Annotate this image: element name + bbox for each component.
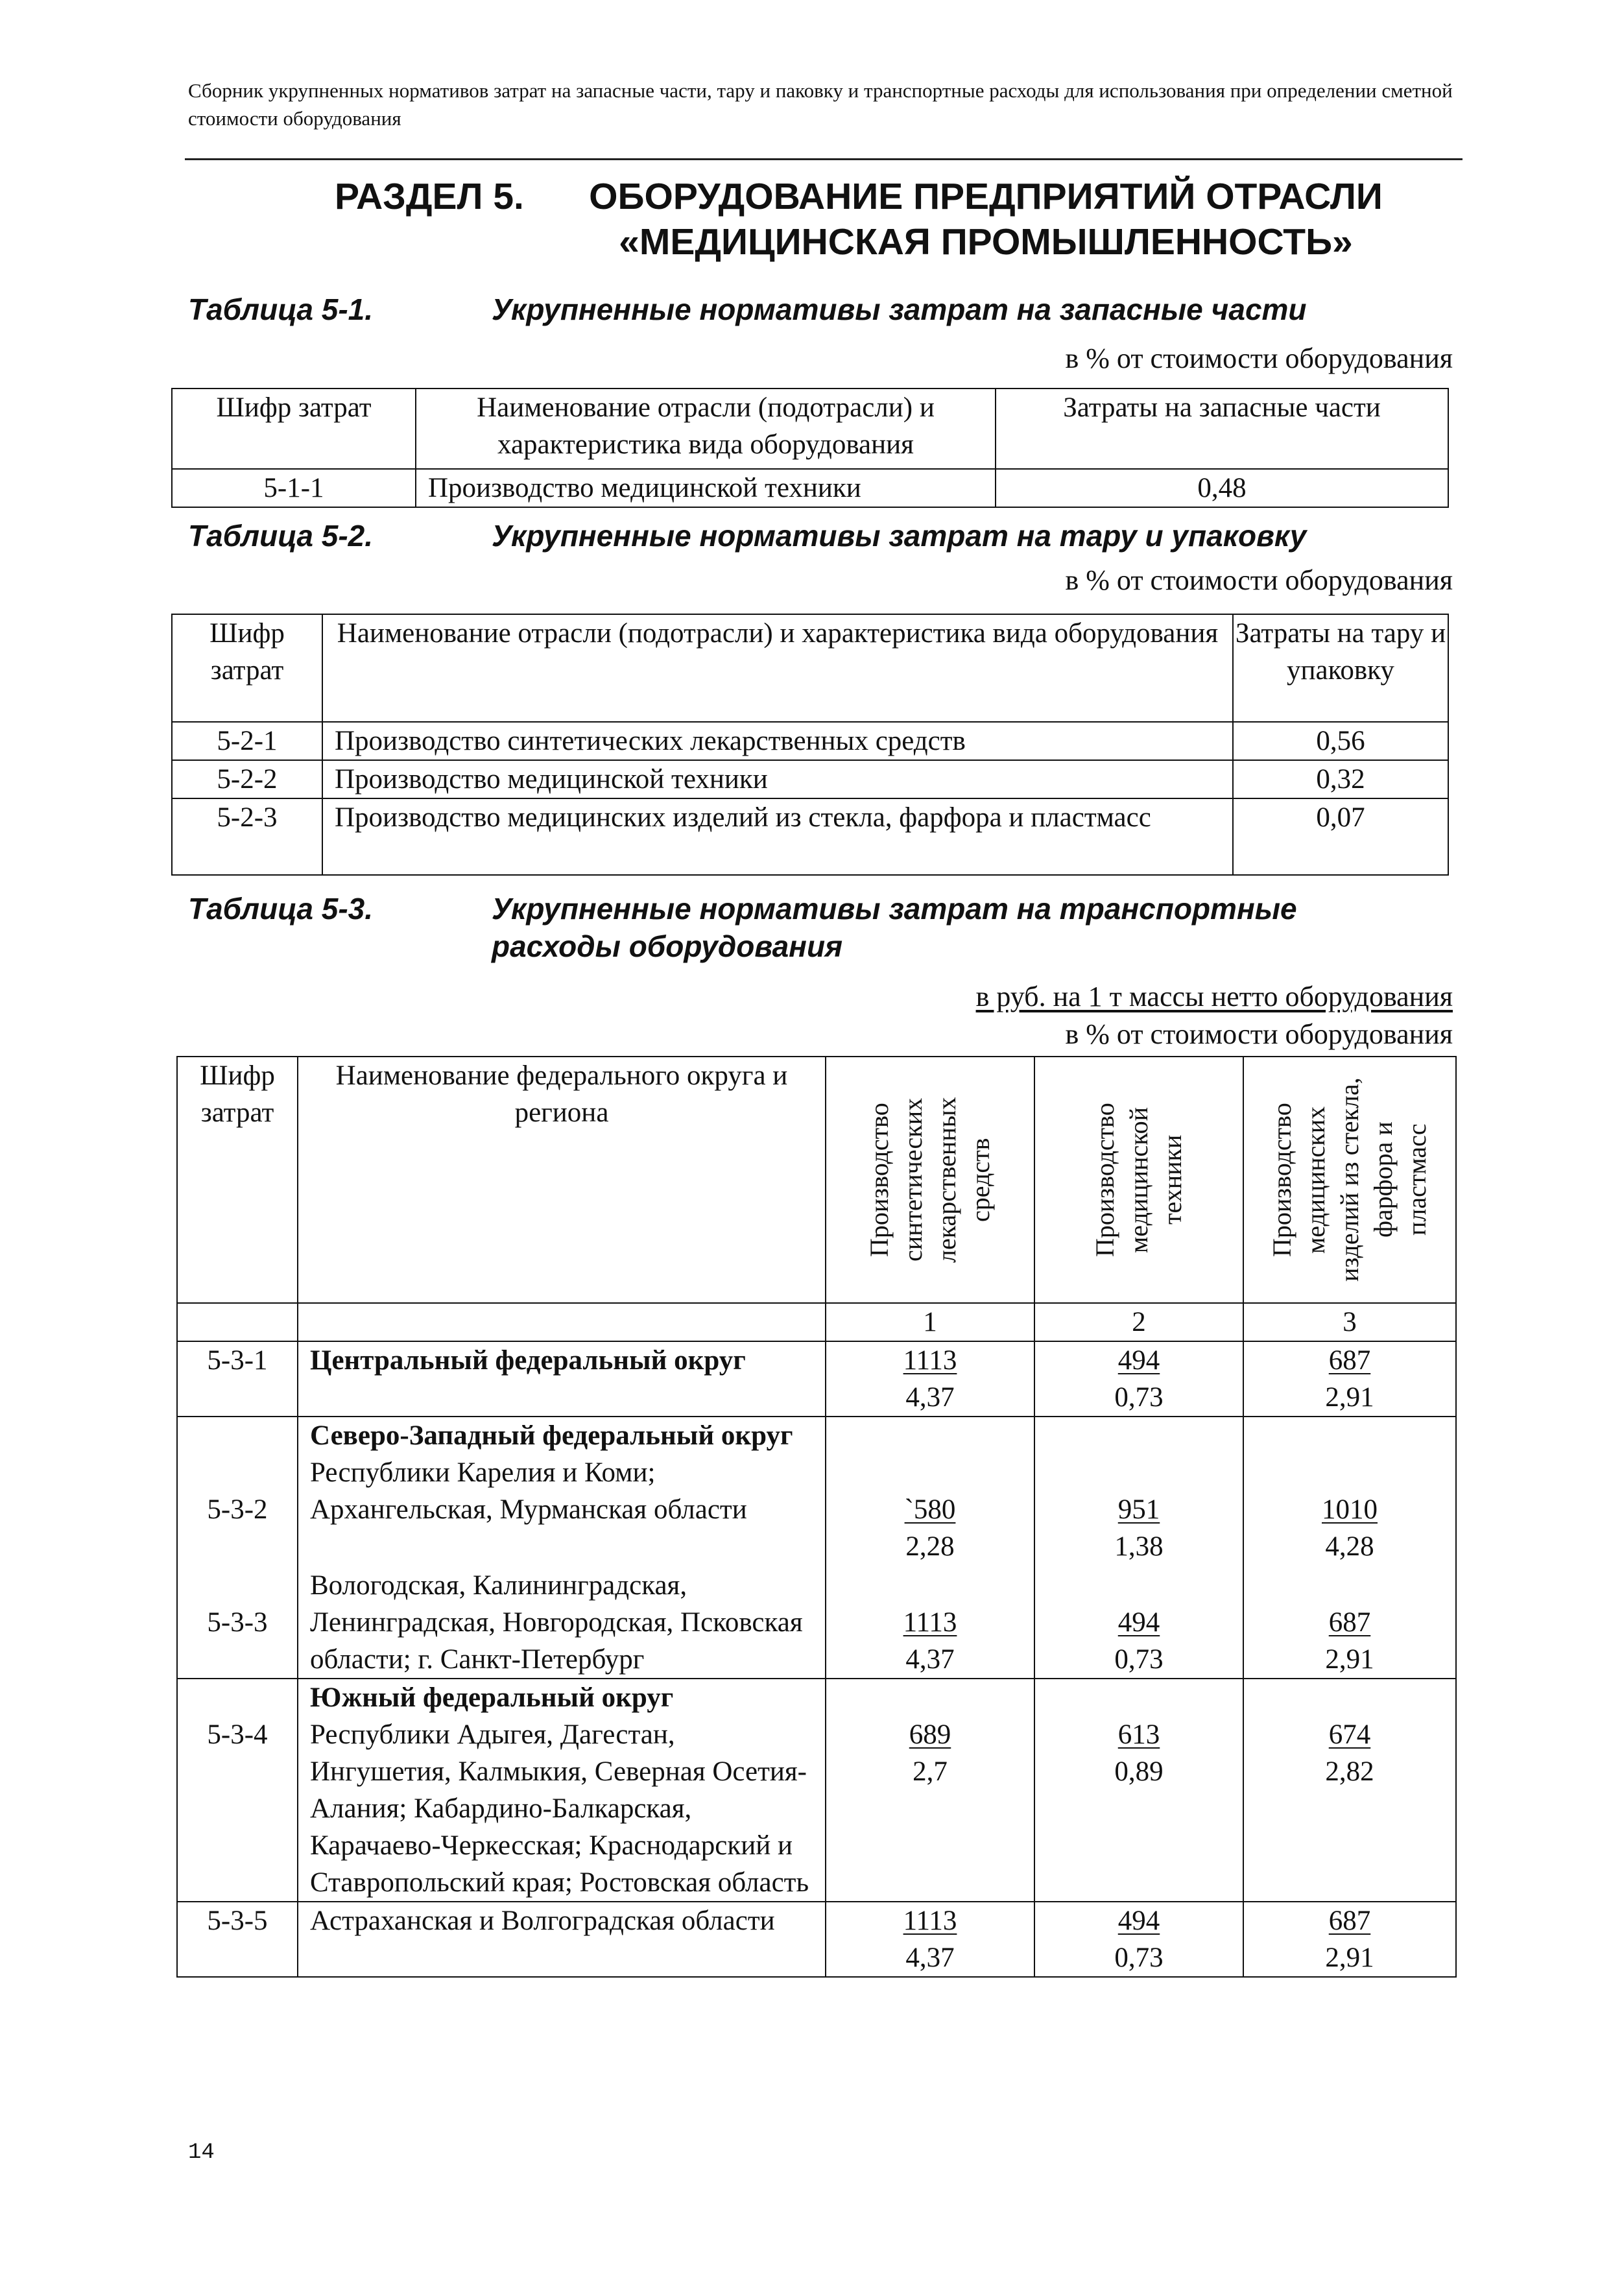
value-rub: 1113 xyxy=(903,1906,957,1936)
header-col1-text: Производство синтетических лекарственных средств xyxy=(865,1097,995,1263)
value-pct: 1,38 xyxy=(1114,1531,1164,1562)
value-rub: 674 xyxy=(1328,1719,1371,1750)
row-code: 5-2-2 xyxy=(172,760,322,798)
value-pct: 2,91 xyxy=(1325,1382,1374,1413)
table3 xyxy=(176,1056,1457,1978)
table2-header-row xyxy=(172,614,1448,722)
row-code: 5-3-5 xyxy=(177,1902,298,1977)
value-pct: 0,73 xyxy=(1114,1382,1164,1413)
row-name: Центральный федеральный округ xyxy=(298,1341,826,1417)
value-rub: 689 xyxy=(909,1719,951,1750)
table3-label: Таблица 5-3. xyxy=(188,892,374,926)
table-row xyxy=(172,722,1448,760)
colnum-2: 2 xyxy=(1034,1303,1243,1341)
table1-unit: в % от стоимости оборудования xyxy=(1065,342,1453,374)
table2-unit: в % от стоимости оборудования xyxy=(1065,564,1453,596)
row-col2 xyxy=(1034,1679,1243,1902)
row-code: 5-2-1 xyxy=(172,722,322,760)
row-name: Вологодская, Калининградская, Ленинградская, Новгородская, Псковская области; г. Санкт-Петербург xyxy=(310,1570,803,1675)
row-col1 xyxy=(826,1902,1034,1977)
value-pct: 2,28 xyxy=(905,1531,955,1562)
value-rub: 687 xyxy=(1328,1906,1371,1936)
colnum-blank xyxy=(177,1303,298,1341)
table3-header-code: Шифр затрат xyxy=(177,1057,298,1303)
group-names xyxy=(298,1679,826,1902)
row-col3 xyxy=(1243,1679,1456,1902)
row-col1 xyxy=(826,1679,1034,1902)
table3-header-col1 xyxy=(826,1057,1034,1303)
row-value: 0,07 xyxy=(1233,798,1448,875)
table-row xyxy=(172,760,1448,798)
table-row xyxy=(177,1902,1456,1977)
row-name: Республики Адыгея, Дагестан, Ингушетия, Калмыкия, Северная Осетия-Алания; Кабардино-Балкарская, Карачаево-Черкесская; Краснодарский и Ставропольский края; Ростовская область xyxy=(310,1719,809,1898)
row-code: 5-3-1 xyxy=(177,1341,298,1417)
group-col1 xyxy=(826,1417,1034,1679)
colnum-1: 1 xyxy=(826,1303,1034,1341)
table2-title: Укрупненные нормативы затрат на тару и упаковку xyxy=(492,519,1307,553)
table3-unit-line2: в % от стоимости оборудования xyxy=(1065,1018,1453,1050)
row-col1 xyxy=(826,1341,1034,1417)
value-pct: 0,73 xyxy=(1114,1644,1164,1675)
table1-header-row xyxy=(172,389,1448,469)
value-rub: 687 xyxy=(1328,1607,1371,1638)
row-value: 0,48 xyxy=(996,469,1448,507)
colnum-3: 3 xyxy=(1243,1303,1456,1341)
table2-label: Таблица 5-2. xyxy=(188,519,374,553)
value-pct: 2,91 xyxy=(1325,1943,1374,1973)
table-row xyxy=(172,469,1448,507)
value-rub: 613 xyxy=(1117,1719,1160,1750)
table-group xyxy=(177,1417,1456,1679)
table3-colnum-row xyxy=(177,1303,1456,1341)
value-rub: 494 xyxy=(1117,1906,1160,1936)
value-pct: 4,28 xyxy=(1325,1531,1374,1562)
table3-title: Укрупненные нормативы затрат на транспортные расходы оборудования xyxy=(492,892,1297,963)
value-pct: 0,73 xyxy=(1114,1943,1164,1973)
value-pct: 2,7 xyxy=(913,1756,948,1787)
row-col3 xyxy=(1243,1902,1456,1977)
table1-header-code: Шифр затрат xyxy=(172,389,416,469)
row-col2 xyxy=(1034,1902,1243,1977)
row-name: Производство синтетических лекарственных средств xyxy=(322,722,1233,760)
section-number: РАЗДЕЛ 5. xyxy=(335,176,524,217)
row-code: 5-2-3 xyxy=(172,798,322,875)
value-rub: 951 xyxy=(1117,1494,1160,1525)
table3-header-row xyxy=(177,1057,1456,1303)
group-col2 xyxy=(1034,1417,1243,1679)
table2-header-code: Шифр затрат xyxy=(172,614,322,722)
row-code: 5-1-1 xyxy=(172,469,416,507)
value-rub: 494 xyxy=(1117,1607,1160,1638)
table1-header-name: Наименование отрасли (подотрасли) и характеристика вида оборудования xyxy=(416,389,996,469)
row-col3 xyxy=(1243,1341,1456,1417)
value-rub: 1113 xyxy=(903,1345,957,1376)
row-code: 5-3-3 xyxy=(207,1607,268,1638)
table3-header-col2 xyxy=(1034,1057,1243,1303)
section-title: ОБОРУДОВАНИЕ ПРЕДПРИЯТИЙ ОТРАСЛИ «МЕДИЦИНСКАЯ ПРОМЫШЛЕННОСТЬ» xyxy=(589,176,1383,263)
table2-header-name: Наименование отрасли (подотрасли) и характеристика вида оборудования xyxy=(322,614,1233,722)
value-rub: 687 xyxy=(1328,1345,1371,1376)
header-rule xyxy=(185,158,1463,160)
header-col3-text: Производство медицинских изделий из стекла, фарфора и пластмасс xyxy=(1267,1077,1431,1282)
value-rub: 494 xyxy=(1117,1345,1160,1376)
value-rub: `580 xyxy=(904,1494,956,1525)
group-codes xyxy=(177,1417,298,1679)
row-name: Производство медицинской техники xyxy=(322,760,1233,798)
page-number: 14 xyxy=(188,2140,215,2165)
row-code: 5-3-2 xyxy=(207,1494,268,1525)
table-row xyxy=(177,1341,1456,1417)
row-value: 0,32 xyxy=(1233,760,1448,798)
running-header: Сборник укрупненных нормативов затрат на запасные части, тару и паковку и транспортные расходы для использования при определении сметной стоимости оборудования xyxy=(188,79,1453,130)
header-col2-text: Производство медицинской техники xyxy=(1090,1103,1187,1257)
group-names xyxy=(298,1417,826,1679)
table1-title: Укрупненные нормативы затрат на запасные части xyxy=(492,293,1307,326)
table3-unit-line1: в руб. на 1 т массы нетто оборудования xyxy=(975,981,1453,1012)
table1-header-value: Затраты на запасные части xyxy=(996,389,1448,469)
district-heading: Южный федеральный округ xyxy=(310,1682,674,1713)
value-pct: 4,37 xyxy=(905,1382,955,1413)
row-name: Астраханская и Волгоградская области xyxy=(298,1902,826,1977)
value-pct: 2,82 xyxy=(1325,1756,1374,1787)
table3-header-col3 xyxy=(1243,1057,1456,1303)
colnum-blank xyxy=(298,1303,826,1341)
row-name: Производство медицинских изделий из стекла, фарфора и пластмасс xyxy=(322,798,1233,875)
row-value: 0,56 xyxy=(1233,722,1448,760)
group-col3 xyxy=(1243,1417,1456,1679)
value-pct: 4,37 xyxy=(905,1644,955,1675)
row-code: 5-3-4 xyxy=(177,1679,298,1902)
value-pct: 2,91 xyxy=(1325,1644,1374,1675)
district-heading: Северо-Западный федеральный округ xyxy=(310,1420,793,1451)
value-pct: 4,37 xyxy=(905,1943,955,1973)
table1-label: Таблица 5-1. xyxy=(188,293,374,326)
row-col2 xyxy=(1034,1341,1243,1417)
table2-header-value: Затраты на тару и упаковку xyxy=(1233,614,1448,722)
table-group xyxy=(177,1679,1456,1902)
value-rub: 1113 xyxy=(903,1607,957,1638)
value-pct: 0,89 xyxy=(1114,1756,1164,1787)
row-name: Производство медицинской техники xyxy=(416,469,996,507)
table3-header-name: Наименование федерального округа и региона xyxy=(298,1057,826,1303)
table1 xyxy=(171,388,1449,508)
value-rub: 1010 xyxy=(1322,1494,1378,1525)
table-row xyxy=(172,798,1448,875)
table2 xyxy=(171,614,1449,876)
row-name: Республики Карелия и Коми; Архангельская, Мурманская области xyxy=(310,1457,747,1525)
